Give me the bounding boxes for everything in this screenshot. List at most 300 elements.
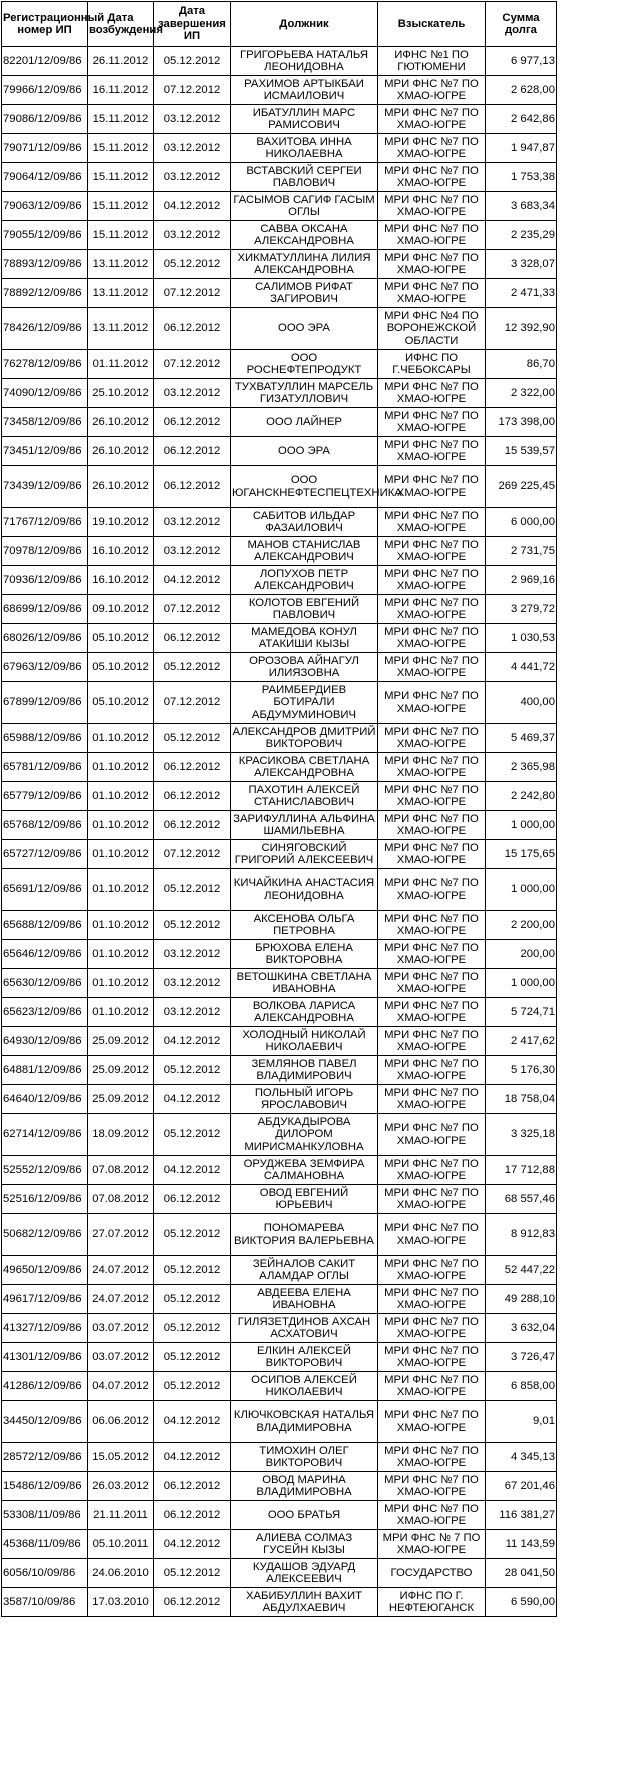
cell-end-date: 03.12.2012 <box>154 969 231 998</box>
cell-end-date: 06.12.2012 <box>154 624 231 653</box>
cell-end-date: 03.12.2012 <box>154 940 231 969</box>
cell-sum: 6 858,00 <box>486 1372 557 1401</box>
cell-sum: 2 365,98 <box>486 753 557 782</box>
cell-debtor: ПОНОМАРЕВА ВИКТОРИЯ ВАЛЕРЬЕВНА <box>231 1214 378 1256</box>
cell-reg-number: 49617/12/09/86 <box>2 1285 88 1314</box>
cell-start-date: 15.11.2012 <box>88 105 154 134</box>
cell-creditor: ИФНС ПО Г. НЕФТЕЮГАНСК <box>378 1588 486 1617</box>
cell-end-date: 06.12.2012 <box>154 753 231 782</box>
cell-sum: 3 328,07 <box>486 250 557 279</box>
table-body <box>2 47 557 1617</box>
cell-end-date: 06.12.2012 <box>154 408 231 437</box>
cell-sum: 2 200,00 <box>486 911 557 940</box>
cell-debtor: САБИТОВ ИЛЬДАР ФАЗАИЛОВИЧ <box>231 508 378 537</box>
cell-end-date: 06.12.2012 <box>154 308 231 350</box>
cell-creditor: МРИ ФНС №7 ПО ХМАО-ЮГРЕ <box>378 1443 486 1472</box>
cell-creditor: МРИ ФНС №7 ПО ХМАО-ЮГРЕ <box>378 1372 486 1401</box>
cell-reg-number: 76278/12/09/86 <box>2 350 88 379</box>
table-row <box>2 1501 557 1530</box>
table-row <box>2 595 557 624</box>
cell-start-date: 27.07.2012 <box>88 1214 154 1256</box>
cell-debtor: ЗЕМЛЯНОВ ПАВЕЛ ВЛАДИМИРОВИЧ <box>231 1056 378 1085</box>
cell-start-date: 15.05.2012 <box>88 1443 154 1472</box>
cell-start-date: 01.10.2012 <box>88 869 154 911</box>
cell-end-date: 03.12.2012 <box>154 134 231 163</box>
table-row <box>2 47 557 76</box>
cell-start-date: 05.10.2012 <box>88 682 154 724</box>
table-row <box>2 1027 557 1056</box>
cell-debtor: ГИЛЯЗЕТДИНОВ АХСАН АСХАТОВИЧ <box>231 1314 378 1343</box>
table-row <box>2 998 557 1027</box>
cell-reg-number: 79966/12/09/86 <box>2 76 88 105</box>
cell-debtor: БРЮХОВА ЕЛЕНА ВИКТОРОВНА <box>231 940 378 969</box>
cell-creditor: МРИ ФНС №7 ПО ХМАО-ЮГРЕ <box>378 1085 486 1114</box>
cell-reg-number: 3587/10/09/86 <box>2 1588 88 1617</box>
cell-reg-number: 65630/12/09/86 <box>2 969 88 998</box>
table-row <box>2 1530 557 1559</box>
cell-end-date: 05.12.2012 <box>154 869 231 911</box>
cell-start-date: 15.11.2012 <box>88 221 154 250</box>
cell-start-date: 01.10.2012 <box>88 811 154 840</box>
cell-creditor: МРИ ФНС №7 ПО ХМАО-ЮГРЕ <box>378 279 486 308</box>
table-row <box>2 1588 557 1617</box>
cell-end-date: 03.12.2012 <box>154 163 231 192</box>
header-row <box>2 2 557 47</box>
cell-end-date: 03.12.2012 <box>154 379 231 408</box>
cell-start-date: 26.10.2012 <box>88 437 154 466</box>
table-row <box>2 782 557 811</box>
cell-creditor: МРИ ФНС №7 ПО ХМАО-ЮГРЕ <box>378 940 486 969</box>
table-row <box>2 911 557 940</box>
cell-start-date: 26.10.2012 <box>88 466 154 508</box>
cell-start-date: 05.10.2012 <box>88 624 154 653</box>
cell-creditor: МРИ ФНС №4 ПО ВОРОНЕЖСКОЙ ОБЛАСТИ <box>378 308 486 350</box>
table-row <box>2 1314 557 1343</box>
cell-debtor: ТИМОХИН ОЛЕГ ВИКТОРОВИЧ <box>231 1443 378 1472</box>
cell-reg-number: 6056/10/09/86 <box>2 1559 88 1588</box>
cell-sum: 5 176,30 <box>486 1056 557 1085</box>
table-row <box>2 1185 557 1214</box>
cell-sum: 11 143,59 <box>486 1530 557 1559</box>
cell-reg-number: 62714/12/09/86 <box>2 1114 88 1156</box>
cell-reg-number: 52552/12/09/86 <box>2 1156 88 1185</box>
cell-end-date: 05.12.2012 <box>154 911 231 940</box>
cell-end-date: 05.12.2012 <box>154 1559 231 1588</box>
header-end-date: Дата завершения ИП <box>154 2 231 47</box>
table-row <box>2 308 557 350</box>
cell-sum: 1 947,87 <box>486 134 557 163</box>
cell-end-date: 03.12.2012 <box>154 221 231 250</box>
cell-start-date: 09.10.2012 <box>88 595 154 624</box>
cell-sum: 2 417,62 <box>486 1027 557 1056</box>
table-row <box>2 869 557 911</box>
table-row <box>2 537 557 566</box>
cell-sum: 200,00 <box>486 940 557 969</box>
cell-reg-number: 49650/12/09/86 <box>2 1256 88 1285</box>
cell-sum: 3 279,72 <box>486 595 557 624</box>
cell-creditor: МРИ ФНС №7 ПО ХМАО-ЮГРЕ <box>378 753 486 782</box>
cell-creditor: МРИ ФНС №7 ПО ХМАО-ЮГРЕ <box>378 1156 486 1185</box>
cell-creditor: МРИ ФНС №7 ПО ХМАО-ЮГРЕ <box>378 192 486 221</box>
cell-creditor: МРИ ФНС №7 ПО ХМАО-ЮГРЕ <box>378 653 486 682</box>
cell-end-date: 04.12.2012 <box>154 566 231 595</box>
cell-start-date: 03.07.2012 <box>88 1343 154 1372</box>
cell-start-date: 01.10.2012 <box>88 753 154 782</box>
cell-sum: 5 469,37 <box>486 724 557 753</box>
cell-sum: 1 030,53 <box>486 624 557 653</box>
cell-start-date: 26.11.2012 <box>88 47 154 76</box>
cell-creditor: МРИ ФНС №7 ПО ХМАО-ЮГРЕ <box>378 840 486 869</box>
cell-creditor: МРИ ФНС №7 ПО ХМАО-ЮГРЕ <box>378 969 486 998</box>
cell-reg-number: 65768/12/09/86 <box>2 811 88 840</box>
cell-end-date: 04.12.2012 <box>154 1156 231 1185</box>
cell-creditor: ИФНС ПО Г.ЧЕБОКСАРЫ <box>378 350 486 379</box>
cell-sum: 15 175,65 <box>486 840 557 869</box>
cell-debtor: ООО ЛАЙНЕР <box>231 408 378 437</box>
cell-creditor: МРИ ФНС №7 ПО ХМАО-ЮГРЕ <box>378 782 486 811</box>
cell-debtor: ООО ЭРА <box>231 437 378 466</box>
cell-debtor: ИБАТУЛЛИН МАРС РАМИСОВИЧ <box>231 105 378 134</box>
cell-debtor: РАИМБЕРДИЕВ БОТИРАЛИ АБДУМУМИНОВИЧ <box>231 682 378 724</box>
cell-reg-number: 64930/12/09/86 <box>2 1027 88 1056</box>
cell-end-date: 04.12.2012 <box>154 1443 231 1472</box>
cell-debtor: ЗАРИФУЛЛИНА АЛЬФИНА ШАМИЛЬЕВНА <box>231 811 378 840</box>
cell-end-date: 06.12.2012 <box>154 1472 231 1501</box>
cell-sum: 12 392,90 <box>486 308 557 350</box>
table-row <box>2 653 557 682</box>
table-row <box>2 379 557 408</box>
cell-creditor: МРИ ФНС №7 ПО ХМАО-ЮГРЕ <box>378 624 486 653</box>
cell-sum: 1 000,00 <box>486 869 557 911</box>
cell-creditor: МРИ ФНС №7 ПО ХМАО-ЮГРЕ <box>378 1256 486 1285</box>
cell-creditor: МРИ ФНС №7 ПО ХМАО-ЮГРЕ <box>378 911 486 940</box>
cell-end-date: 06.12.2012 <box>154 1588 231 1617</box>
cell-creditor: МРИ ФНС №7 ПО ХМАО-ЮГРЕ <box>378 682 486 724</box>
cell-start-date: 01.10.2012 <box>88 998 154 1027</box>
cell-creditor: ИФНС №1 ПО ГЮТЮМЕНИ <box>378 47 486 76</box>
table-row <box>2 1472 557 1501</box>
header-start-date: Дата возбуждения <box>88 2 154 47</box>
cell-debtor: ОРОЗОВА АЙНАГУЛ ИЛИЯЗОВНА <box>231 653 378 682</box>
cell-start-date: 26.03.2012 <box>88 1472 154 1501</box>
cell-reg-number: 78426/12/09/86 <box>2 308 88 350</box>
cell-reg-number: 41301/12/09/86 <box>2 1343 88 1372</box>
cell-debtor: КЛЮЧКОВСКАЯ НАТАЛЬЯ ВЛАДИМИРОВНА <box>231 1401 378 1443</box>
cell-end-date: 06.12.2012 <box>154 466 231 508</box>
table-row <box>2 753 557 782</box>
cell-reg-number: 53308/11/09/86 <box>2 1501 88 1530</box>
table-row <box>2 566 557 595</box>
cell-end-date: 03.12.2012 <box>154 508 231 537</box>
cell-end-date: 04.12.2012 <box>154 1401 231 1443</box>
cell-debtor: ВАХИТОВА ИННА НИКОЛАЕВНА <box>231 134 378 163</box>
cell-end-date: 03.12.2012 <box>154 998 231 1027</box>
cell-reg-number: 52516/12/09/86 <box>2 1185 88 1214</box>
cell-debtor: ВСТАВСКИЙ СЕРГЕИ ПАВЛОВИЧ <box>231 163 378 192</box>
cell-start-date: 01.10.2012 <box>88 969 154 998</box>
cell-reg-number: 79055/12/09/86 <box>2 221 88 250</box>
table-row <box>2 437 557 466</box>
cell-reg-number: 50682/12/09/86 <box>2 1214 88 1256</box>
cell-debtor: СИНЯГОВСКИЙ ГРИГОРИЙ АЛЕКСЕЕВИЧ <box>231 840 378 869</box>
cell-start-date: 01.10.2012 <box>88 724 154 753</box>
cell-debtor: ГРИГОРЬЕВА НАТАЛЬЯ ЛЕОНИДОВНА <box>231 47 378 76</box>
cell-sum: 3 683,34 <box>486 192 557 221</box>
cell-sum: 2 471,33 <box>486 279 557 308</box>
cell-reg-number: 45368/11/09/86 <box>2 1530 88 1559</box>
cell-sum: 17 712,88 <box>486 1156 557 1185</box>
cell-creditor: МРИ ФНС №7 ПО ХМАО-ЮГРЕ <box>378 537 486 566</box>
cell-debtor: АЛЕКСАНДРОВ ДМИТРИЙ ВИКТОРОВИЧ <box>231 724 378 753</box>
cell-start-date: 25.09.2012 <box>88 1085 154 1114</box>
table-row <box>2 192 557 221</box>
cell-start-date: 26.10.2012 <box>88 408 154 437</box>
cell-start-date: 06.06.2012 <box>88 1401 154 1443</box>
cell-reg-number: 78893/12/09/86 <box>2 250 88 279</box>
cell-start-date: 25.09.2012 <box>88 1056 154 1085</box>
cell-creditor: МРИ ФНС №7 ПО ХМАО-ЮГРЕ <box>378 998 486 1027</box>
cell-debtor: ООО ЮГАНСКНЕФТЕСПЕЦТЕХНИКА <box>231 466 378 508</box>
cell-sum: 5 724,71 <box>486 998 557 1027</box>
cell-debtor: ХИКМАТУЛЛИНА ЛИЛИЯ АЛЕКСАНДРОВНА <box>231 250 378 279</box>
cell-end-date: 07.12.2012 <box>154 279 231 308</box>
cell-reg-number: 70978/12/09/86 <box>2 537 88 566</box>
cell-reg-number: 78892/12/09/86 <box>2 279 88 308</box>
cell-start-date: 04.07.2012 <box>88 1372 154 1401</box>
cell-start-date: 21.11.2011 <box>88 1501 154 1530</box>
table-row <box>2 940 557 969</box>
cell-debtor: ОРУДЖЕВА ЗЕМФИРА САЛМАНОВНА <box>231 1156 378 1185</box>
cell-reg-number: 64640/12/09/86 <box>2 1085 88 1114</box>
cell-sum: 6 000,00 <box>486 508 557 537</box>
table-row <box>2 408 557 437</box>
cell-reg-number: 15486/12/09/86 <box>2 1472 88 1501</box>
cell-start-date: 01.10.2012 <box>88 911 154 940</box>
cell-end-date: 05.12.2012 <box>154 653 231 682</box>
cell-creditor: МРИ ФНС №7 ПО ХМАО-ЮГРЕ <box>378 869 486 911</box>
cell-start-date: 16.11.2012 <box>88 76 154 105</box>
cell-end-date: 05.12.2012 <box>154 1285 231 1314</box>
cell-creditor: МРИ ФНС №7 ПО ХМАО-ЮГРЕ <box>378 1185 486 1214</box>
cell-start-date: 16.10.2012 <box>88 566 154 595</box>
cell-sum: 1 000,00 <box>486 969 557 998</box>
cell-sum: 1 000,00 <box>486 811 557 840</box>
header-reg-number: Регистрационный номер ИП <box>2 2 88 47</box>
cell-creditor: МРИ ФНС №7 ПО ХМАО-ЮГРЕ <box>378 134 486 163</box>
cell-debtor: МАМЕДОВА КОНУЛ АТАКИШИ КЫЗЫ <box>231 624 378 653</box>
cell-end-date: 05.12.2012 <box>154 250 231 279</box>
cell-debtor: ТУХВАТУЛЛИН МАРСЕЛЬ ГИЗАТУЛЛОВИЧ <box>231 379 378 408</box>
cell-sum: 2 322,00 <box>486 379 557 408</box>
header-sum: Сумма долга <box>486 2 557 47</box>
cell-start-date: 13.11.2012 <box>88 308 154 350</box>
cell-sum: 6 977,13 <box>486 47 557 76</box>
cell-start-date: 01.11.2012 <box>88 350 154 379</box>
table-row <box>2 76 557 105</box>
cell-debtor: ЕЛКИН АЛЕКСЕЙ ВИКТОРОВИЧ <box>231 1343 378 1372</box>
cell-end-date: 07.12.2012 <box>154 595 231 624</box>
cell-debtor: ХОЛОДНЫЙ НИКОЛАЙ НИКОЛАЕВИЧ <box>231 1027 378 1056</box>
cell-reg-number: 71767/12/09/86 <box>2 508 88 537</box>
cell-debtor: АБДУКАДЫРОВА ДИЛОРОМ МИРИСМАНКУЛОВНА <box>231 1114 378 1156</box>
cell-debtor: РАХИМОВ АРТЫКБАИ ИСМАИЛОВИЧ <box>231 76 378 105</box>
cell-end-date: 04.12.2012 <box>154 1085 231 1114</box>
cell-debtor: АКСЕНОВА ОЛЬГА ПЕТРОВНА <box>231 911 378 940</box>
table-row <box>2 969 557 998</box>
table-row <box>2 466 557 508</box>
cell-creditor: МРИ ФНС №7 ПО ХМАО-ЮГРЕ <box>378 163 486 192</box>
cell-start-date: 13.11.2012 <box>88 279 154 308</box>
cell-start-date: 24.07.2012 <box>88 1256 154 1285</box>
cell-sum: 67 201,46 <box>486 1472 557 1501</box>
cell-reg-number: 68026/12/09/86 <box>2 624 88 653</box>
cell-sum: 2 969,16 <box>486 566 557 595</box>
cell-start-date: 01.10.2012 <box>88 840 154 869</box>
cell-debtor: ООО ЭРА <box>231 308 378 350</box>
cell-debtor: МАНОВ СТАНИСЛАВ АЛЕКСАНДРОВИЧ <box>231 537 378 566</box>
cell-end-date: 04.12.2012 <box>154 1027 231 1056</box>
debtors-table <box>1 1 557 1617</box>
cell-end-date: 06.12.2012 <box>154 437 231 466</box>
cell-reg-number: 65781/12/09/86 <box>2 753 88 782</box>
cell-end-date: 03.12.2012 <box>154 105 231 134</box>
table-row <box>2 724 557 753</box>
cell-debtor: ВЕТОШКИНА СВЕТЛАНА ИВАНОВНА <box>231 969 378 998</box>
cell-sum: 2 642,86 <box>486 105 557 134</box>
cell-creditor: МРИ ФНС № 7 ПО ХМАО-ЮГРЕ <box>378 1530 486 1559</box>
cell-debtor: САЛИМОВ РИФАТ ЗАГИРОВИЧ <box>231 279 378 308</box>
cell-reg-number: 28572/12/09/86 <box>2 1443 88 1472</box>
header-debtor: Должник <box>231 2 378 47</box>
table-row <box>2 1443 557 1472</box>
cell-reg-number: 73458/12/09/86 <box>2 408 88 437</box>
cell-start-date: 01.10.2012 <box>88 940 154 969</box>
cell-creditor: МРИ ФНС №7 ПО ХМАО-ЮГРЕ <box>378 221 486 250</box>
cell-debtor: АЛИЕВА СОЛМАЗ ГУСЕЙН КЫЗЫ <box>231 1530 378 1559</box>
table-row <box>2 1114 557 1156</box>
cell-end-date: 04.12.2012 <box>154 1530 231 1559</box>
cell-start-date: 13.11.2012 <box>88 250 154 279</box>
cell-debtor: ПАХОТИН АЛЕКСЕЙ СТАНИСЛАВОВИЧ <box>231 782 378 811</box>
cell-sum: 52 447,22 <box>486 1256 557 1285</box>
cell-debtor: ОСИПОВ АЛЕКСЕЙ НИКОЛАЕВИЧ <box>231 1372 378 1401</box>
cell-start-date: 15.11.2012 <box>88 134 154 163</box>
cell-reg-number: 68699/12/09/86 <box>2 595 88 624</box>
cell-end-date: 07.12.2012 <box>154 840 231 869</box>
cell-end-date: 05.12.2012 <box>154 1056 231 1085</box>
cell-start-date: 17.03.2010 <box>88 1588 154 1617</box>
cell-creditor: МРИ ФНС №7 ПО ХМАО-ЮГРЕ <box>378 811 486 840</box>
table-row <box>2 508 557 537</box>
cell-sum: 269 225,45 <box>486 466 557 508</box>
cell-start-date: 01.10.2012 <box>88 782 154 811</box>
cell-reg-number: 65646/12/09/86 <box>2 940 88 969</box>
cell-start-date: 16.10.2012 <box>88 537 154 566</box>
cell-creditor: МРИ ФНС №7 ПО ХМАО-ЮГРЕ <box>378 379 486 408</box>
cell-sum: 49 288,10 <box>486 1285 557 1314</box>
cell-reg-number: 70936/12/09/86 <box>2 566 88 595</box>
cell-end-date: 05.12.2012 <box>154 724 231 753</box>
cell-debtor: КУДАШОВ ЭДУАРД АЛЕКСЕЕВИЧ <box>231 1559 378 1588</box>
cell-reg-number: 79071/12/09/86 <box>2 134 88 163</box>
cell-debtor: ОВОД ЕВГЕНИЙ ЮРЬЕВИЧ <box>231 1185 378 1214</box>
cell-debtor: ГАСЫМОВ САГИФ ГАСЫМ ОГЛЫ <box>231 192 378 221</box>
cell-end-date: 05.12.2012 <box>154 1256 231 1285</box>
table-row <box>2 279 557 308</box>
cell-end-date: 03.12.2012 <box>154 537 231 566</box>
cell-creditor: МРИ ФНС №7 ПО ХМАО-ЮГРЕ <box>378 1056 486 1085</box>
cell-sum: 8 912,83 <box>486 1214 557 1256</box>
table-row <box>2 1401 557 1443</box>
cell-debtor: ОВОД МАРИНА ВЛАДИМИРОВНА <box>231 1472 378 1501</box>
cell-start-date: 05.10.2012 <box>88 653 154 682</box>
cell-sum: 2 731,75 <box>486 537 557 566</box>
document-page <box>1 1 556 1617</box>
cell-sum: 400,00 <box>486 682 557 724</box>
cell-creditor: МРИ ФНС №7 ПО ХМАО-ЮГРЕ <box>378 1214 486 1256</box>
cell-creditor: МРИ ФНС №7 ПО ХМАО-ЮГРЕ <box>378 1114 486 1156</box>
table-row <box>2 1559 557 1588</box>
cell-reg-number: 67899/12/09/86 <box>2 682 88 724</box>
cell-creditor: МРИ ФНС №7 ПО ХМАО-ЮГРЕ <box>378 1343 486 1372</box>
cell-end-date: 05.12.2012 <box>154 1214 231 1256</box>
table-row <box>2 350 557 379</box>
cell-reg-number: 74090/12/09/86 <box>2 379 88 408</box>
cell-sum: 1 753,38 <box>486 163 557 192</box>
cell-creditor: ГОСУДАРСТВО <box>378 1559 486 1588</box>
cell-end-date: 05.12.2012 <box>154 1372 231 1401</box>
cell-end-date: 06.12.2012 <box>154 1185 231 1214</box>
cell-sum: 68 557,46 <box>486 1185 557 1214</box>
cell-debtor: САВВА ОКСАНА АЛЕКСАНДРОВНА <box>231 221 378 250</box>
table-row <box>2 1343 557 1372</box>
cell-sum: 6 590,00 <box>486 1588 557 1617</box>
cell-end-date: 06.12.2012 <box>154 782 231 811</box>
cell-creditor: МРИ ФНС №7 ПО ХМАО-ЮГРЕ <box>378 250 486 279</box>
cell-end-date: 07.12.2012 <box>154 350 231 379</box>
cell-creditor: МРИ ФНС №7 ПО ХМАО-ЮГРЕ <box>378 437 486 466</box>
cell-start-date: 15.11.2012 <box>88 192 154 221</box>
cell-start-date: 03.07.2012 <box>88 1314 154 1343</box>
cell-sum: 18 758,04 <box>486 1085 557 1114</box>
table-row <box>2 163 557 192</box>
cell-sum: 3 726,47 <box>486 1343 557 1372</box>
cell-reg-number: 41286/12/09/86 <box>2 1372 88 1401</box>
cell-creditor: МРИ ФНС №7 ПО ХМАО-ЮГРЕ <box>378 595 486 624</box>
table-row <box>2 840 557 869</box>
cell-reg-number: 64881/12/09/86 <box>2 1056 88 1085</box>
cell-start-date: 19.10.2012 <box>88 508 154 537</box>
cell-reg-number: 65623/12/09/86 <box>2 998 88 1027</box>
cell-reg-number: 67963/12/09/86 <box>2 653 88 682</box>
cell-reg-number: 79064/12/09/86 <box>2 163 88 192</box>
cell-creditor: МРИ ФНС №7 ПО ХМАО-ЮГРЕ <box>378 466 486 508</box>
cell-start-date: 18.09.2012 <box>88 1114 154 1156</box>
cell-debtor: ПОЛЬНЫЙ ИГОРЬ ЯРОСЛАВОВИЧ <box>231 1085 378 1114</box>
table-row <box>2 1056 557 1085</box>
cell-reg-number: 65691/12/09/86 <box>2 869 88 911</box>
cell-start-date: 24.07.2012 <box>88 1285 154 1314</box>
table-row <box>2 1085 557 1114</box>
cell-reg-number: 73439/12/09/86 <box>2 466 88 508</box>
cell-debtor: ХАБИБУЛЛИН ВАХИТ АБДУЛХАЕВИЧ <box>231 1588 378 1617</box>
cell-creditor: МРИ ФНС №7 ПО ХМАО-ЮГРЕ <box>378 1401 486 1443</box>
cell-reg-number: 82201/12/09/86 <box>2 47 88 76</box>
cell-creditor: МРИ ФНС №7 ПО ХМАО-ЮГРЕ <box>378 1285 486 1314</box>
cell-reg-number: 65727/12/09/86 <box>2 840 88 869</box>
cell-sum: 4 441,72 <box>486 653 557 682</box>
cell-end-date: 06.12.2012 <box>154 1501 231 1530</box>
